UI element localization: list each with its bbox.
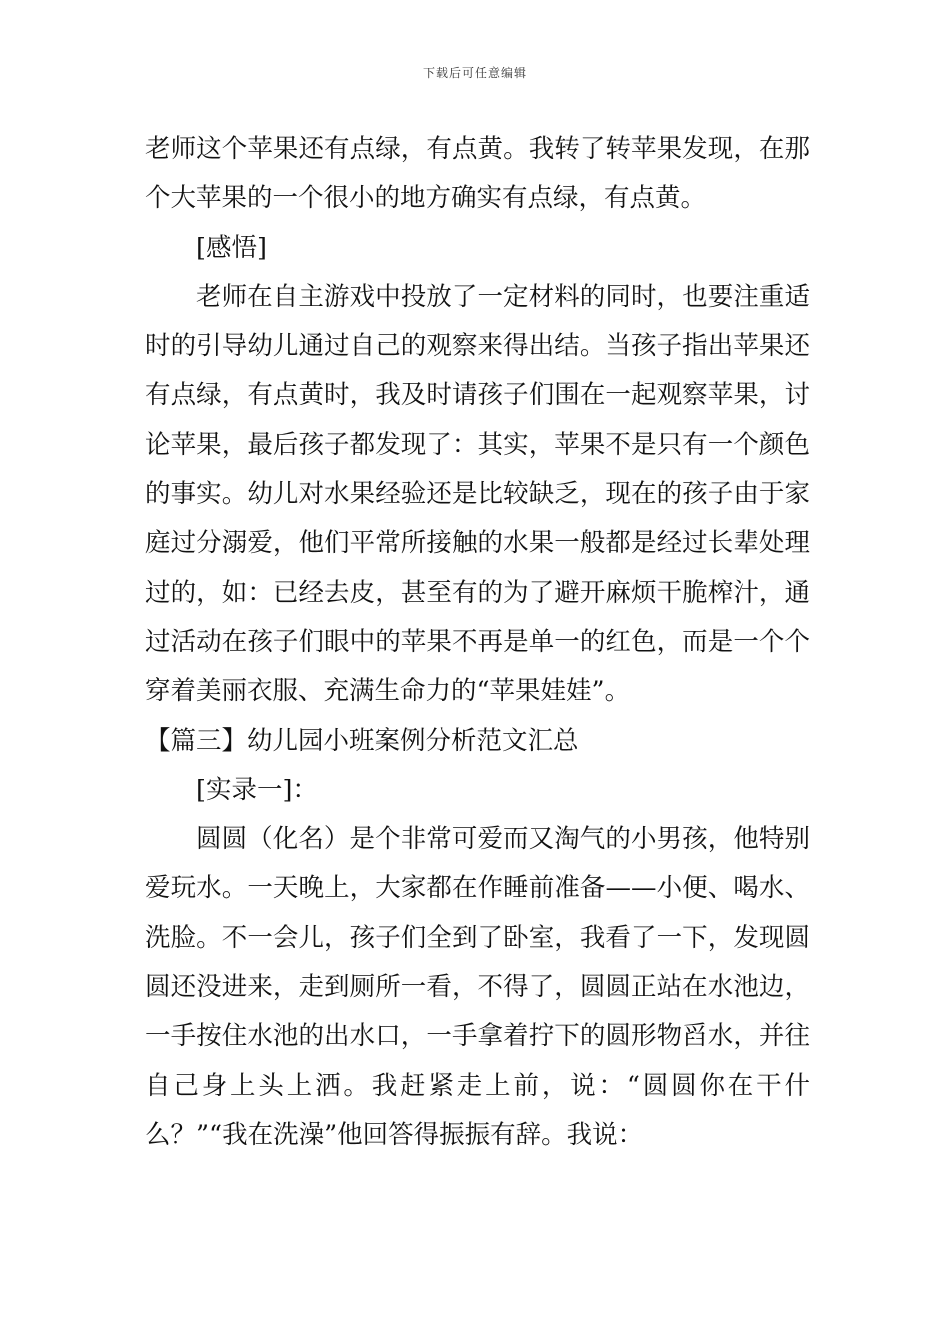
- paragraph-insight: 老师在自主游戏中投放了一定材料的同时，也要注重适时的引导幼儿通过自己的观察来得出结。当孩子指出苹果还有点绿，有点黄时，我及时请孩子们围在一起观察苹果，讨论苹果，最后孩子都发现了：其实，苹果不是只有一个颜色的事实。幼儿对水果经验还是比较缺乏，现在的孩子由于家庭过分溺爱，他们平常所接触的水果一般都是经过长辈处理过的，如：已经去皮，甚至有的为了避开麻烦干脆榨汁，通过活动在孩子们眼中的苹果不再是单一的红色，而是一个个穿着美丽衣服、充满生命力的“苹果娃娃”。: [145, 281, 810, 707]
- section-label-record: [实录一]：: [196, 774, 318, 805]
- section-label-insight: [感悟]: [196, 232, 267, 263]
- section-heading: 【篇三】幼儿园小班案例分析范文汇总: [145, 725, 579, 756]
- document-body: [145, 125, 810, 1160]
- page-header: 下载后可任意编辑: [422, 66, 527, 80]
- paragraph-continued: 老师这个苹果还有点绿，有点黄。我转了转苹果发现，在那个大苹果的一个很小的地方确实有点绿，有点黄。: [145, 134, 810, 214]
- paragraph-record: 圆圆（化名）是个非常可爱而又淘气的小男孩，他特别爱玩水。一天晚上，大家都在作睡前准备——小便、喝水、洗脸。不一会儿，孩子们全到了卧室，我看了一下，发现圆圆还没进来，走到厕所一看，不得了，圆圆正站在水池边，一手按住水池的出水口，一手拿着拧下的圆形物舀水，并往自己身上头上洒。我赶紧走上前，说：“圆圆你在干什么？”“我在洗澡”他回答得振振有辞。我说：: [145, 824, 810, 1150]
